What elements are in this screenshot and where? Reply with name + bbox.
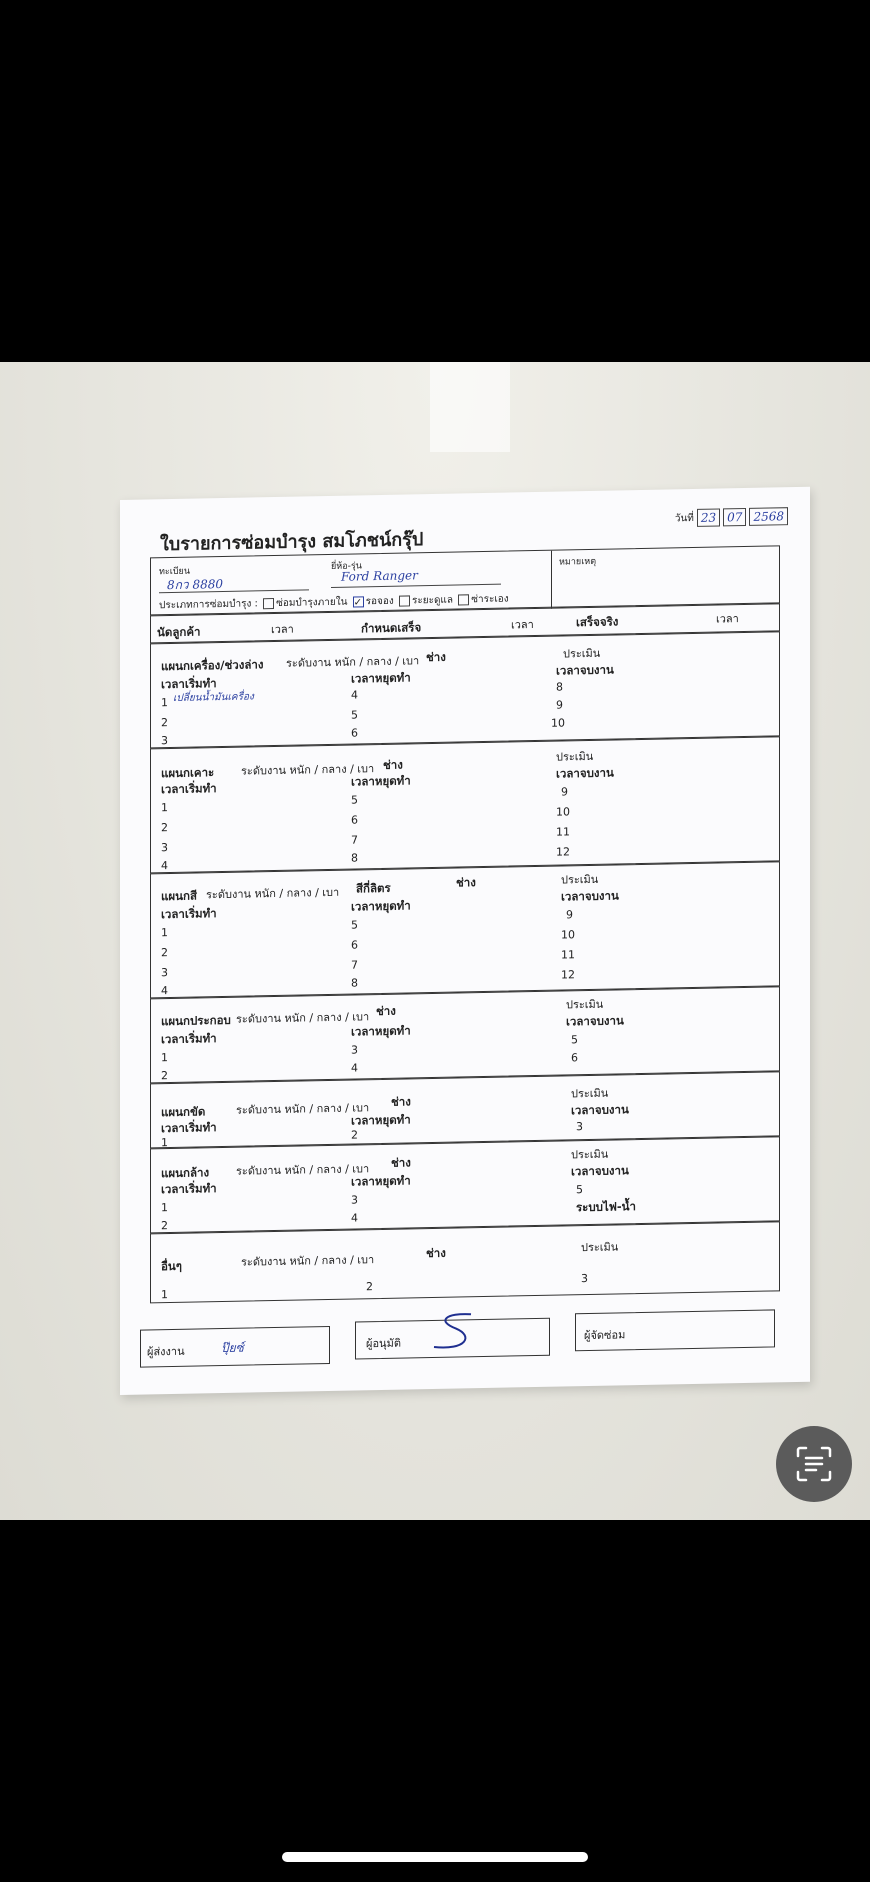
body-title: แผนกเคาะ	[161, 765, 215, 781]
appointment-time-label: เวลา	[271, 622, 294, 637]
polish-level: ระดับงาน หนัก / กลาง / เบา	[236, 1101, 370, 1117]
section-engine: แผนกเครื่อง/ช่วงล่าง ระดับงาน หนัก / กลาง / เบา ช่าง ประเมิน เวลาเริ่มทำ เวลาหยุดทำ เวลาจบงาน 1 เปลี่ยนน้ำมันเครื่อง 2 3 4 5 6 8 9 10	[150, 631, 780, 748]
repair-type-label: ประเภทการซ่อมบำรุง :	[159, 598, 258, 612]
engine-item-1: เปลี่ยนน้ำมันเครื่อง	[173, 691, 254, 704]
wash-title: แผนกล้าง	[161, 1165, 210, 1181]
wash-end-label: เวลาจบงาน	[571, 1163, 629, 1179]
remark-label: หมายเหตุ	[559, 556, 597, 568]
finish-label: เสร็จจริง	[576, 614, 619, 630]
other-eval-label: ประเมิน	[581, 1240, 619, 1255]
text-scan-icon	[794, 1444, 834, 1484]
sender-value: ปุ๊ยซ์	[221, 1340, 244, 1356]
wash-level: ระดับงาน หนัก / กลาง / เบา	[236, 1162, 370, 1178]
assembly-title: แผนกประกอบ	[161, 1012, 231, 1029]
engine-start-label: เวลาเริ่มทำ	[161, 676, 217, 692]
wash-tech-label: ช่าง	[391, 1155, 411, 1170]
type-checkbox-self[interactable]	[458, 594, 469, 605]
form-title: ใบรายการซ่อมบำรุง สมโภชน์กรุ๊ป	[160, 529, 424, 556]
plate-label: ทะเบียน	[159, 566, 190, 578]
section-wash: แผนกล้าง ระดับงาน หนัก / กลาง / เบา ช่าง ประเมิน เวลาเริ่มทำ เวลาหยุดทำ เวลาจบงาน 1 2 3 4 5 ระบบไฟ-น้ำ	[150, 1136, 780, 1233]
date-month: 07	[723, 508, 746, 526]
paint-title: แผนกสี	[161, 888, 197, 904]
engine-pause-label: เวลาหยุดทำ	[351, 670, 411, 686]
brand-line	[331, 584, 501, 588]
engine-tech-label: ช่าง	[426, 649, 446, 665]
brand-label: ยี่ห้อ-รุ่น	[331, 561, 362, 572]
section-paint: แผนกสี ระดับงาน หนัก / กลาง / เบา สีกี่ลิตร ช่าง ประเมิน เวลาเริ่มทำ เวลาหยุดทำ เวลาจบงาน 1 2 3 4 5 6 7 8 9 10 11 12	[150, 861, 780, 998]
type-checkbox-internal[interactable]	[263, 598, 274, 609]
type-option-booking: รอจอง	[365, 595, 394, 608]
manager-label: ผู้จัดซ่อม	[584, 1328, 626, 1343]
engine-eval-label: ประเมิน	[563, 646, 601, 661]
type-option-self: ซ่าระเอง	[471, 593, 509, 606]
brand-value: Ford Ranger	[341, 568, 418, 584]
divider	[551, 551, 552, 609]
engine-title: แผนกเครื่อง/ช่วงล่าง	[161, 657, 264, 674]
assembly-tech-label: ช่าง	[376, 1003, 396, 1019]
polish-start-label: เวลาเริ่มทำ	[161, 1120, 217, 1136]
approver-box	[355, 1318, 550, 1360]
body-eval-label: ประเมิน	[556, 749, 594, 764]
section-polish: แผนกขัด ระดับงาน หนัก / กลาง / เบา ช่าง ประเมิน เวลาเริ่มทำ เวลาหยุดทำ เวลาจบงาน 1 2 3	[150, 1071, 780, 1148]
polish-title: แผนกขัด	[161, 1104, 206, 1120]
repair-form	[120, 487, 810, 1395]
type-option-maintenance: ระยะดูแล	[411, 594, 454, 607]
other-tech-label: ช่าง	[426, 1245, 446, 1261]
assembly-level: ระดับงาน หนัก / กลาง / เบา	[236, 1010, 370, 1026]
wash-pause-label: เวลาหยุดทำ	[351, 1173, 411, 1189]
paint-pause-label: เวลาหยุดทำ	[351, 898, 411, 914]
section-other: อื่นๆ ระดับงาน หนัก / กลาง / เบา ช่าง ประเมิน 1 2 3	[150, 1221, 780, 1303]
body-tech-label: ช่าง	[383, 757, 403, 772]
date-label: วันที่	[674, 512, 694, 524]
live-text-button[interactable]	[776, 1426, 852, 1502]
wash-start-label: เวลาเริ่มทำ	[161, 1181, 217, 1197]
assembly-pause-label: เวลาหยุดทำ	[351, 1023, 411, 1039]
approver-label: ผู้อนุมัติ	[366, 1336, 401, 1351]
assembly-eval-label: ประเมิน	[566, 997, 604, 1012]
section-body: แผนกเคาะ ระดับงาน หนัก / กลาง / เบา ช่าง ประเมิน เวลาเริ่มทำ เวลาหยุดทำ เวลาจบงาน 1 2 3 4 5 6 7 8 9 10 11 12	[150, 736, 780, 873]
due-label: กำหนดเสร็จ	[361, 620, 422, 636]
paint-end-label: เวลาจบงาน	[561, 888, 619, 904]
type-checkbox-booking[interactable]: ✓	[353, 596, 363, 609]
due-time-label: เวลา	[511, 618, 534, 632]
polish-pause-label: เวลาหยุดทำ	[351, 1112, 411, 1128]
paint-liters-label: สีกี่ลิตร	[356, 880, 391, 896]
sender-box	[140, 1326, 330, 1368]
engine-end-label: เวลาจบงาน	[556, 662, 614, 678]
utility-label: ระบบไฟ-น้ำ	[576, 1199, 636, 1215]
type-checkbox-maintenance[interactable]	[399, 595, 410, 606]
home-indicator[interactable]	[282, 1852, 588, 1862]
wash-eval-label: ประเมิน	[571, 1147, 609, 1162]
light-glare	[430, 362, 510, 452]
polish-end-label: เวลาจบงาน	[571, 1102, 629, 1118]
paint-tech-label: ช่าง	[456, 875, 476, 890]
paint-start-label: เวลาเริ่มทำ	[161, 906, 217, 922]
appointment-label: นัดลูกค้า	[157, 624, 201, 640]
body-end-label: เวลาจบงาน	[556, 765, 614, 781]
assembly-start-label: เวลาเริ่มทำ	[161, 1031, 217, 1047]
paint-eval-label: ประเมิน	[561, 872, 599, 887]
polish-eval-label: ประเมิน	[571, 1086, 609, 1101]
paint-level: ระดับงาน หนัก / กลาง / เบา	[206, 885, 340, 902]
body-level: ระดับงาน หนัก / กลาง / เบา	[241, 762, 375, 778]
polish-tech-label: ช่าง	[391, 1094, 411, 1109]
manager-box	[575, 1309, 775, 1351]
other-level: ระดับงาน หนัก / กลาง / เบา	[241, 1253, 375, 1269]
date-year: 2568	[749, 507, 788, 526]
body-start-label: เวลาเริ่มทำ	[161, 781, 217, 797]
finish-time-label: เวลา	[716, 612, 739, 626]
other-title: อื่นๆ	[161, 1258, 182, 1274]
body-pause-label: เวลาหยุดทำ	[351, 773, 411, 789]
approver-signature	[426, 1306, 496, 1357]
type-option-internal: ซ่อมบำรุงภายใน	[276, 596, 348, 610]
sender-label: ผู้ส่งงาน	[147, 1344, 185, 1359]
date-field	[675, 507, 788, 527]
plate-value: 8กว 8880	[167, 577, 223, 593]
engine-level: ระดับงาน หนัก / กลาง / เบา	[286, 654, 420, 670]
section-assembly: แผนกประกอบ ระดับงาน หนัก / กลาง / เบา ช่าง ประเมิน เวลาเริ่มทำ เวลาหยุดทำ เวลาจบงาน 1 2 3 4 5 6	[150, 986, 780, 1083]
date-day: 23	[697, 508, 720, 526]
assembly-end-label: เวลาจบงาน	[566, 1013, 624, 1029]
